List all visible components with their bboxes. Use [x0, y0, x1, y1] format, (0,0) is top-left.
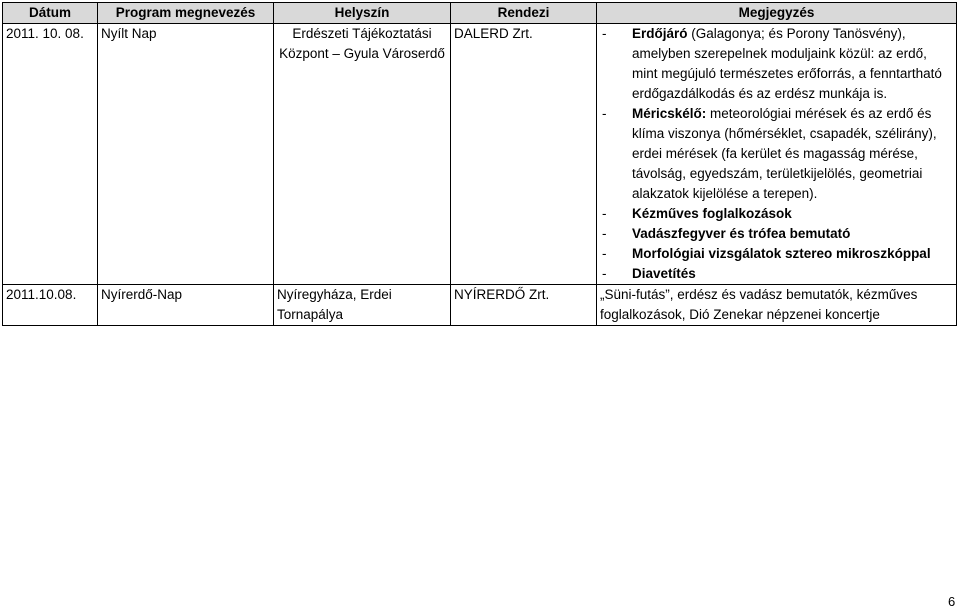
list-item: - Méricskélő: meteorológiai mérések és az erdő és klíma viszonya (hőmérséklet, csapadék, szélirány), erdei mérések (fa kerület és magasság mérése, távolság, egyedszám, területkijelölés, geometriai alakzatok kijelölése a terepen). [602, 106, 937, 201]
list-item: - Morfológiai vizsgálatok sztereo mikroszkóppal [602, 246, 931, 261]
cell-date: 2011.10.08. [3, 285, 98, 326]
list-item: - Kézműves foglalkozások [602, 206, 792, 221]
cell-remarks [597, 24, 957, 285]
list-item: - Erdőjáró (Galagonya; és Porony Tanösvény), amelyben szerepelnek moduljaink közül: az erdő, mint megújuló természetes erőforrás, a fenntartható erdőgazdálkodás és az erdész munkája is. [602, 26, 942, 101]
table-row [3, 24, 957, 285]
list-item: - Diavetítés [602, 266, 696, 281]
header-row [3, 3, 957, 24]
cell-organizer: NYÍRERDŐ Zrt. [451, 285, 597, 326]
list-item: - Vadászfegyver és trófea bemutató [602, 226, 851, 241]
cell-remarks: „Süni-futás”, erdész és vadász bemutatók, kézműves foglalkozások, Dió Zenekar népzenei koncertje [597, 285, 957, 326]
header-location: Helyszín [274, 3, 451, 24]
remarks-list [600, 24, 953, 284]
header-date: Dátum [3, 3, 98, 24]
cell-program: Nyílt Nap [98, 24, 274, 285]
header-organizer: Rendezi [451, 3, 597, 24]
cell-location: Erdészeti Tájékoztatási Központ – Gyula Városerdő [274, 24, 451, 285]
table-row [3, 285, 957, 326]
events-table [2, 2, 957, 326]
header-program: Program megnevezés [98, 3, 274, 24]
cell-location: Nyíregyháza, Erdei Tornapálya [274, 285, 451, 326]
header-remarks: Megjegyzés [597, 3, 957, 24]
cell-date: 2011. 10. 08. [3, 24, 98, 285]
cell-organizer: DALERD Zrt. [451, 24, 597, 285]
page-number: 6 [948, 594, 956, 609]
cell-program: Nyírerdő-Nap [98, 285, 274, 326]
